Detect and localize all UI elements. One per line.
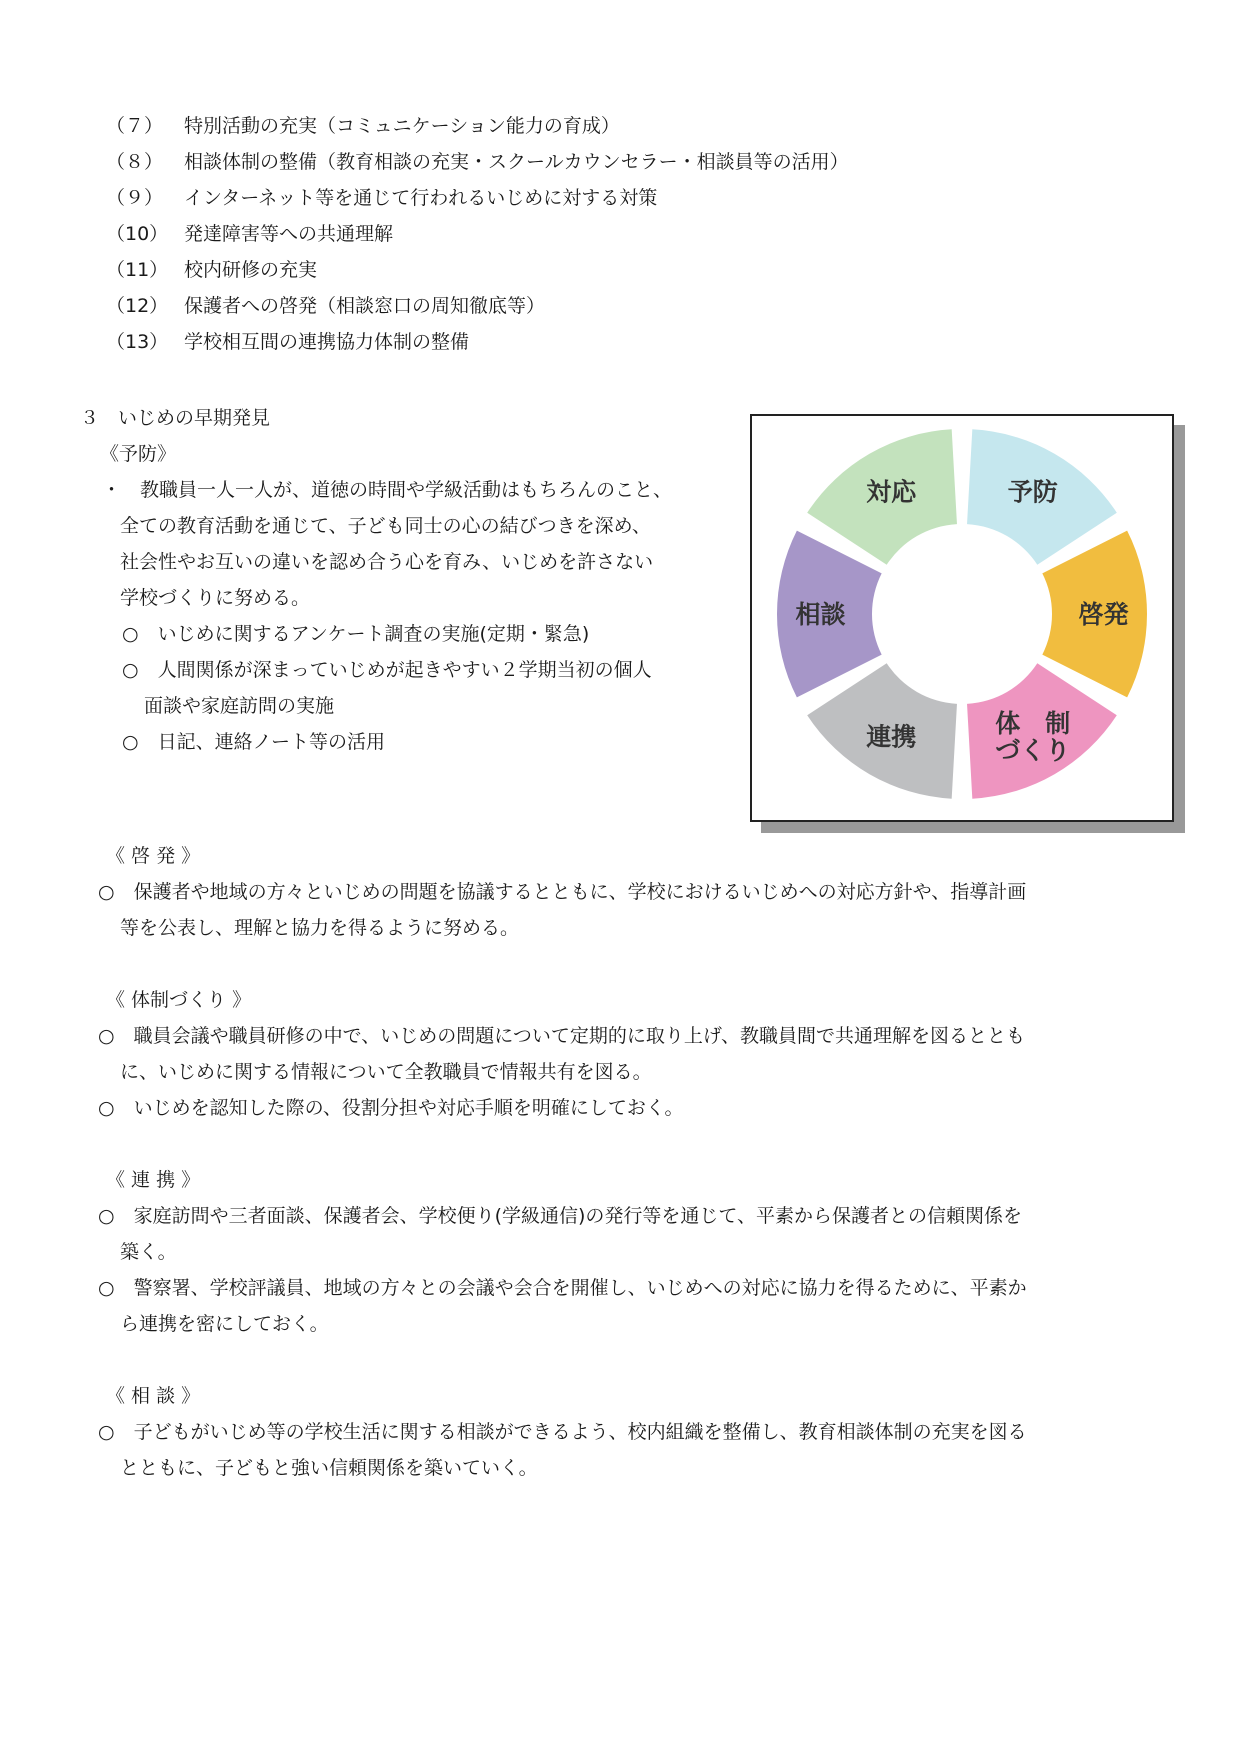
paragraph-line: に、いじめに関する情報について全教職員で情報共有を図る。 — [120, 1061, 652, 1083]
circle-item: ○ 日記、連絡ノート等の活用 — [122, 731, 386, 753]
list-item — [106, 186, 657, 210]
paragraph-line: ○ 保護者や地域の方々といじめの問題を協議するとともに、学校におけるいじめへの対応方針や、指導計画 — [98, 881, 1027, 903]
paragraph-line: ・ 教職員一人一人が、道徳の時間や学級活動はもちろんのこと、 — [102, 479, 673, 501]
subsection-heading-renkei: 《 連 携 》 — [106, 1169, 201, 1191]
list-number: （８） — [106, 151, 164, 173]
section-heading: ３ いじめの早期発見 — [80, 407, 271, 429]
cycle-segment-label: 予防 — [1007, 477, 1058, 507]
list-number: （10） — [106, 223, 169, 245]
list-item — [106, 222, 393, 246]
cycle-segment-label: 啓発 — [1078, 600, 1129, 629]
paragraph-line: 学校づくりに努める。 — [120, 587, 311, 609]
list-item — [106, 294, 545, 318]
list-number: （12） — [106, 295, 169, 317]
paragraph-line: ○ 家庭訪問や三者面談、保護者会、学校便り(学級通信)の発行等を通じて、平素から保護者との信頼関係を — [98, 1205, 1023, 1227]
cycle-segment-label: 連携 — [866, 722, 917, 752]
subsection-heading-taisei: 《 体制づくり 》 — [106, 989, 252, 1011]
list-text: 相談体制の整備（教育相談の充実・スクールカウンセラー・相談員等の活用） — [184, 151, 849, 173]
paragraph-line: ○ 警察署、学校評議員、地域の方々との会議や会合を開催し、いじめへの対応に協力を得るために、平素か — [98, 1277, 1027, 1299]
paragraph-line: ら連携を密にしておく。 — [120, 1313, 329, 1335]
list-text: 特別活動の充実（コミュニケーション能力の育成） — [184, 115, 620, 137]
subsection-heading-keihatsu: 《 啓 発 》 — [106, 845, 201, 867]
circle-item: ○ 人間関係が深まっていじめが起きやすい２学期当初の個人 — [122, 659, 652, 681]
list-text: 校内研修の充実 — [184, 259, 318, 281]
prevention-cycle-diagram — [750, 414, 1174, 822]
paragraph-line: 全ての教育活動を通じて、子ども同士の心の結びつきを深め、 — [120, 515, 651, 537]
list-number: （９） — [106, 187, 164, 209]
list-number: （７） — [106, 115, 164, 137]
circle-item: ○ いじめに関するアンケート調査の実施(定期・緊急) — [122, 623, 590, 645]
paragraph-line: 等を公表し、理解と協力を得るように努める。 — [120, 917, 520, 939]
list-text: 学校相互間の連携協力体制の整備 — [184, 331, 470, 353]
paragraph-line: ○ いじめを認知した際の、役割分担や対応手順を明確にしておく。 — [98, 1097, 684, 1119]
list-item — [106, 114, 620, 138]
list-item — [106, 330, 469, 354]
paragraph-line: 築く。 — [120, 1241, 177, 1263]
cycle-segment-label: 体 制 — [995, 709, 1071, 739]
paragraph-line: ○ 子どもがいじめ等の学校生活に関する相談ができるよう、校内組織を整備し、教育相談体制の充実を図る — [98, 1421, 1027, 1443]
list-text: 発達障害等への共通理解 — [184, 223, 394, 245]
cycle-ring — [752, 416, 1172, 820]
paragraph-line: ○ 職員会議や職員研修の中で、いじめの問題について定期的に取り上げ、教職員間で共通理解を図るととも — [98, 1025, 1026, 1047]
list-text: インターネット等を通じて行われるいじめに対する対策 — [184, 187, 658, 209]
paragraph-line: とともに、子どもと強い信頼関係を築いていく。 — [120, 1457, 538, 1479]
circle-item: 面談や家庭訪問の実施 — [144, 695, 335, 717]
cycle-segment-label: 相談 — [795, 600, 846, 629]
list-number: （11） — [106, 259, 169, 281]
cycle-segment-label: づくり — [995, 736, 1071, 766]
list-item — [106, 150, 849, 174]
subsection-heading-soudan: 《 相 談 》 — [106, 1385, 201, 1407]
list-text: 保護者への啓発（相談窓口の周知徹底等） — [184, 295, 546, 317]
list-item — [106, 258, 317, 282]
list-number: （13） — [106, 331, 169, 353]
cycle-segment-label: 対応 — [866, 477, 917, 507]
subsection-heading-yobou: 《予防》 — [100, 443, 177, 465]
paragraph-line: 社会性やお互いの違いを認め合う心を育み、いじめを許さない — [120, 551, 654, 573]
